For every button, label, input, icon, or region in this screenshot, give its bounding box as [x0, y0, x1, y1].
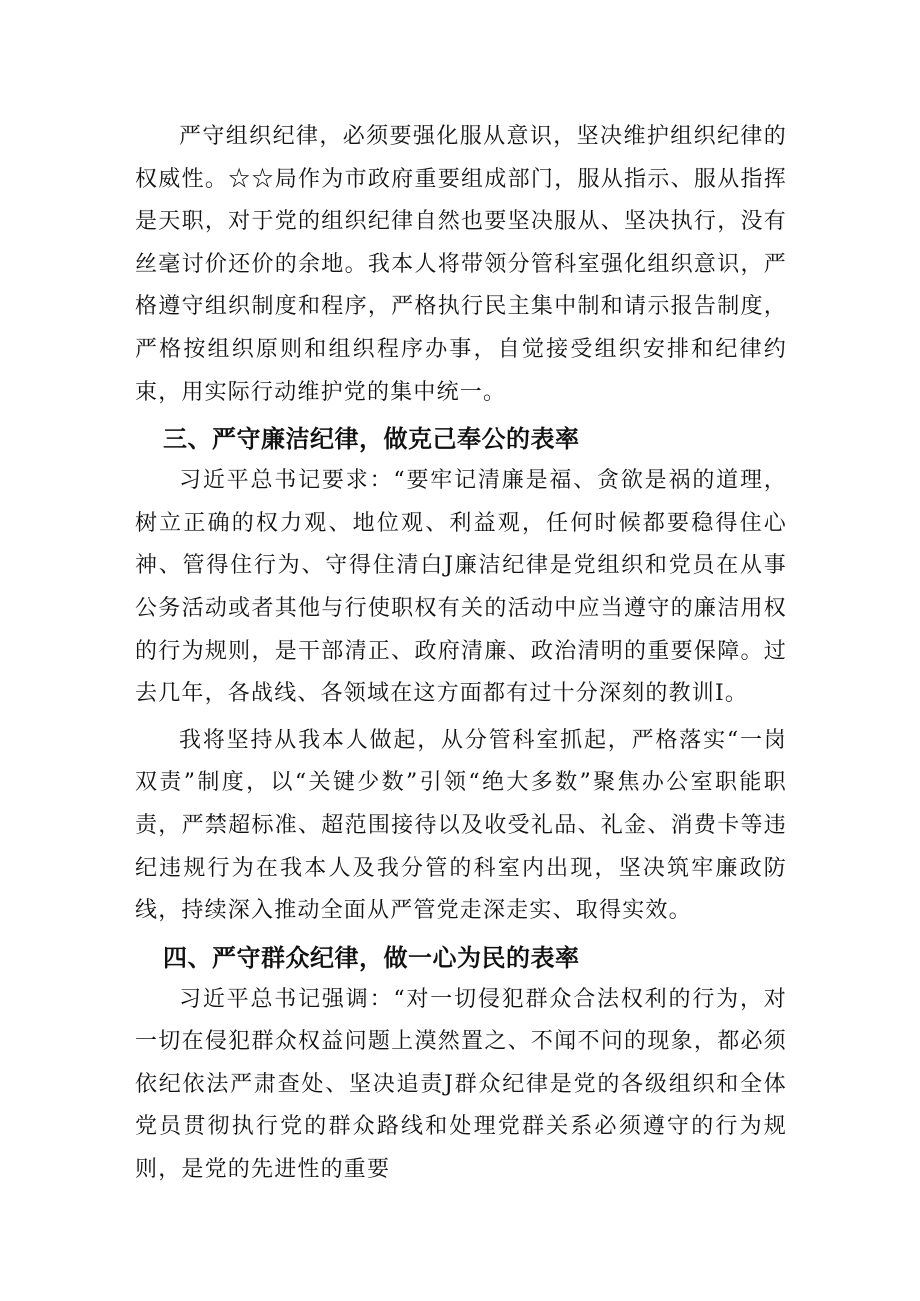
paragraph-personal-commitment: 我将坚持从我本人做起，从分管科室抓起，严格落实“一岗双责”制度，以“关键少数”引领“绝大多数”聚焦办公室职能职责，严禁超标准、超范围接待以及收受礼品、礼金、消费卡等违纪违规行为在我本人及我分管的科室内出现，坚决筑牢廉政防线，持续深入推动全面从严管党走深走实、取得实效。	[135, 727, 787, 924]
paragraph-organization-discipline: 严守组织纪律，必须要强化服从意识，坚决维护组织纪律的权威性。☆☆局作为市政府重要组成部门，服从指示、服从指挥是天职，对于党的组织纪律自然也要坚决服从、坚决执行，没有丝毫讨价还价的余地。我本人将带领分管科室强化组织意识，严格遵守组织制度和程序，严格执行民主集中制和请示报告制度，严格按组织原则和组织程序办事，自觉接受组织安排和纪律约束，用实际行动维护党的集中统一。	[135, 124, 787, 405]
paragraph-xi-integrity-quote: 习近平总书记要求：“要牢记清廉是福、贪欲是祸的道理，树立正确的权力观、地位观、利益观，任何时候都要稳得住心神、管得住行为、守得住清白J廉洁纪律是党组织和党员在从事公务活动或者其他与行使职权有关的活动中应当遵守的廉洁用权的行为规则，是干部清正、政府清廉、政治清明的重要保障。过去几年，各战线、各领域在这方面都有过十分深刻的教训I。	[135, 468, 787, 707]
document-body	[135, 116, 787, 1192]
section-heading-mass-discipline: 四、严守群众纪律，做一心为民的表率	[163, 943, 580, 972]
section-heading-integrity-discipline: 三、严守廉洁纪律，做克己奉公的表率	[163, 425, 580, 454]
paragraph-xi-mass-quote: 习近平总书记强调：“对一切侵犯群众合法权利的行为，对一切在侵犯群众权益问题上漠然置之、不闻不问的现象，都必须依纪依法严肃查处、坚决追责J群众纪律是党的各级组织和全体党员贯彻执行党的群众路线和处理党群关系必须遵守的行为规则，是党的先进性的重要	[135, 986, 787, 1183]
